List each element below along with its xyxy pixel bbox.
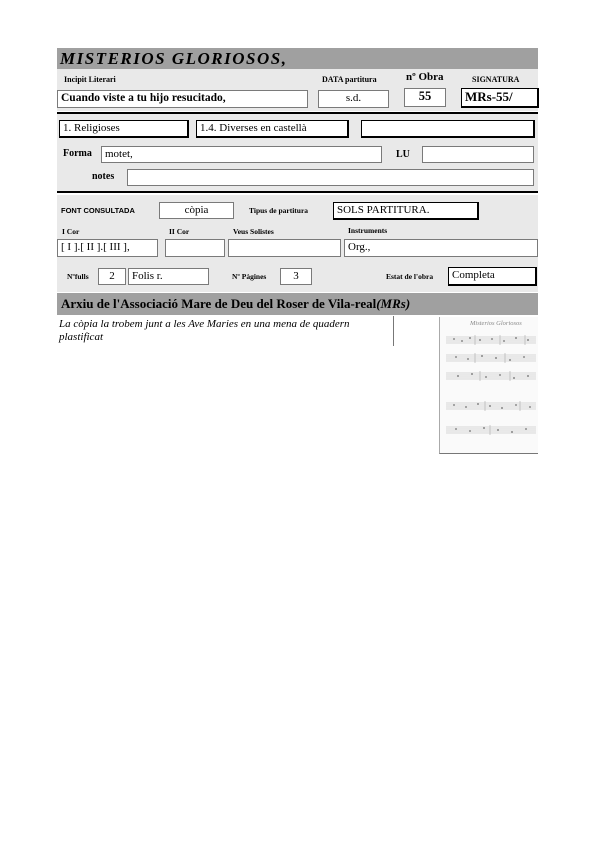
score-thumbnail (439, 317, 538, 454)
icor-field: [ I ].[ II ].[ III ], (57, 239, 158, 257)
signatura-field: MRs-55/ (461, 88, 539, 108)
lu-label: LU (396, 149, 410, 160)
extra-category-field (361, 120, 535, 138)
notes-label: notes (92, 171, 115, 182)
note-divider (393, 316, 394, 346)
estat-field: Completa (448, 267, 537, 286)
thumbnail-title: Misterios Gloriosos (470, 320, 522, 327)
nfulls-field: 2 (98, 268, 126, 285)
incipit-field: Cuando viste a tu hijo resucitado, (57, 90, 308, 108)
estat-label: Estat de l'obra (386, 272, 434, 281)
subcategory-field: 1.4. Diverses en castellà (196, 120, 349, 138)
archive-note: La còpia la trobem junt a les Ave Maries en una mena de quadern plastificat (59, 318, 350, 343)
page-title: MISTERIOS GLORIOSOS, (60, 49, 288, 68)
date-field: s.d. (318, 90, 389, 108)
iicor-field (165, 239, 225, 257)
notes-field (127, 169, 534, 186)
font-consultada-field: còpia (159, 202, 234, 219)
npagines-label: Nº Pàgines (232, 272, 267, 281)
veus-label: Veus Solistes (233, 227, 274, 236)
iicor-label: II Cor (169, 227, 190, 236)
incipit-label: Incipit Literari (64, 75, 116, 84)
instruments-label: Instruments (348, 226, 388, 235)
sheet-music-image (440, 317, 538, 454)
archive-title-main: Arxiu de l'Associació Mare de Deu del Roser de Vila-real (61, 296, 377, 311)
divider-2 (57, 191, 538, 193)
instruments-field: Org., (344, 239, 538, 257)
veus-field (228, 239, 341, 257)
font-consultada-label: FONT CONSULTADA (61, 206, 135, 215)
lu-field (422, 146, 534, 163)
icor-label: I Cor (62, 227, 80, 236)
tipus-label: Tipus de partitura (249, 206, 309, 215)
nfulls-label: Nºfulls (67, 272, 89, 281)
npagines-field: 3 (280, 268, 312, 285)
obra-label: nº Obra (406, 71, 444, 83)
tipus-field: SOLS PARTITURA. (333, 202, 479, 220)
obra-number-field: 55 (404, 88, 446, 107)
folis-field: Folis r. (128, 268, 209, 285)
archive-title-abbr: (MRs) (376, 296, 411, 311)
forma-label: Forma (63, 148, 92, 159)
data-label: DATA partitura (322, 75, 377, 84)
signatura-label: SIGNATURA (472, 75, 520, 84)
archive-title (61, 293, 410, 315)
forma-field: motet, (101, 146, 382, 163)
category-field: 1. Religioses (59, 120, 189, 138)
